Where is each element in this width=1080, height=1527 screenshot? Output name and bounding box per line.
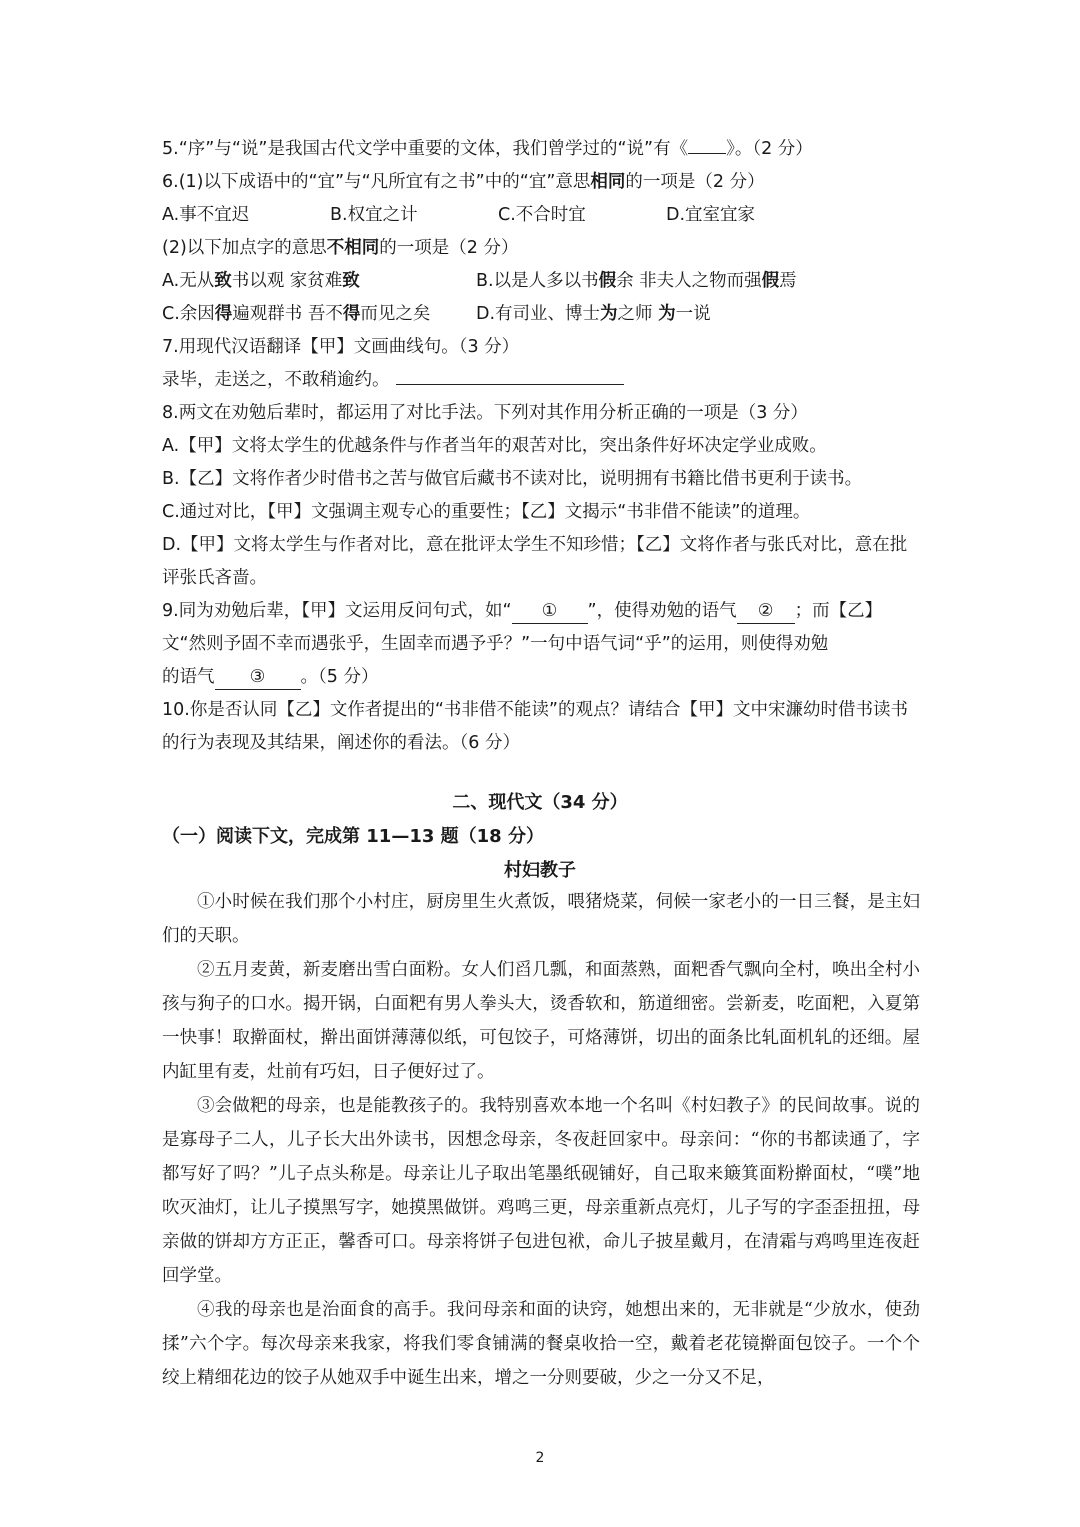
paragraph-1: ①小时候在我们那个小村庄，厨房里生火煮饭，喂猪烧菜，伺候一家老小的一日三餐，是主妇们的天职。 xyxy=(162,892,920,946)
question-9-line-2: 文“然则予固不幸而遇张乎，生固幸而遇予乎？”一句中语气词“乎”的运用，则使得劝勉 xyxy=(162,634,829,654)
option-c[interactable]: C.不合时宜 xyxy=(498,205,586,225)
answer-blank-2[interactable]: ② xyxy=(737,599,795,624)
options-6-2 xyxy=(162,265,920,331)
question-5: 5.“序”与“说”是我国古代文学中重要的文体，我们曾学过的“说”有《 》。（2 分） xyxy=(162,139,813,159)
option-b[interactable]: B.【乙】文将作者少时借书之苦与做官后藏书不读对比，说明拥有书籍比借书更利于读书。 xyxy=(162,469,863,489)
option-b[interactable]: B.以是人多以书假余 非夫人之物而强假焉 xyxy=(476,271,797,291)
option-a[interactable]: A.无从致书以观 家贫难致 xyxy=(162,271,360,291)
option-d[interactable]: D.有司业、博士为之师 为一说 xyxy=(476,304,711,324)
question-7-sentence: 录毕，走送之，不敢稍逾约。 xyxy=(162,364,922,397)
option-a[interactable]: A.【甲】文将太学生的优越条件与作者当年的艰苦对比，突出条件好坏决定学业成败。 xyxy=(162,436,827,456)
option-d[interactable]: D.宜室宜家 xyxy=(666,205,756,225)
question-7: 7.用现代汉语翻译【甲】文画曲线句。（3 分） xyxy=(162,337,520,357)
answer-line[interactable] xyxy=(396,384,624,385)
question-10: 10.你是否认同【乙】文作者提出的“书非借不能读”的观点？请结合【甲】文中宋濂幼时借书读书的行为表现及其结果，阐述你的看法。（6 分） xyxy=(162,700,908,753)
essay-title: 村妇教子 xyxy=(504,860,576,881)
answer-blank[interactable] xyxy=(688,153,726,154)
paragraph-3: ③会做粑的母亲，也是能教孩子的。我特别喜欢本地一个名叫《村妇教子》的民间故事。说的是寡母子二人，儿子长大出外读书，因想念母亲，冬夜赶回家中。母亲问：“你的书都读通了，字都写好了吗？”儿子点头称是。母亲让儿子取出笔墨纸砚铺好，自己取来簸箕面粉擀面杖，“噗”地吹灭油灯，让儿子摸黑写字，她摸黑做饼。鸡鸣三更，母亲重新点亮灯，儿子写的字歪歪扭扭，母亲做的饼却方方正正，馨香可口。母亲将饼子包进包袱，命儿子披星戴月，在清霜与鸡鸣里连夜赶回学堂。 xyxy=(162,1096,920,1286)
option-c[interactable]: C.余因得遍观群书 吾不得而见之矣 xyxy=(162,304,431,324)
option-c[interactable]: C.通过对比，【甲】文强调主观专心的重要性；【乙】文揭示“书非借不能读”的道理。 xyxy=(162,502,811,522)
question-8: 8.两文在劝勉后辈时，都运用了对比手法。下列对其作用分析正确的一项是（3 分） xyxy=(162,403,808,423)
paragraph-4: ④我的母亲也是治面食的高手。我问母亲和面的诀窍，她想出来的，无非就是“少放水，使劲揉”六个字。每次母亲来我家，将我们零食铺满的餐桌收拾一空，戴着老花镜擀面包饺子。一个个绞上精细花边的饺子从她双手中诞生出来，增之一分则要破，少之一分又不足， xyxy=(162,1300,920,1388)
option-a[interactable]: A.事不宜迟 xyxy=(162,205,250,225)
option-d[interactable]: D.【甲】文将太学生与作者对比，意在批评太学生不知珍惜；【乙】文将作者与张氏对比，意在批评张氏吝啬。 xyxy=(162,535,908,588)
answer-blank-3[interactable]: ③ xyxy=(215,665,301,690)
option-b[interactable]: B.权宜之计 xyxy=(330,205,418,225)
section-title: 二、现代文（34 分） xyxy=(452,792,628,813)
question-9: 9.同为劝勉后辈，【甲】文运用反问句式，如“ ① ”，使得劝勉的语气 ② ；而【乙】 xyxy=(162,595,922,628)
paragraph-2: ②五月麦黄，新麦磨出雪白面粉。女人们舀几瓢，和面蒸熟，面粑香气飘向全村，唤出全村小孩与狗子的口水。揭开锅，白面粑有男人拳头大，烫香软和，筋道细密。尝新麦，吃面粑，入夏第一快事！取擀面杖，擀出面饼薄薄似纸，可包饺子，可烙薄饼，切出的面条比轧面机轧的还细。屋内缸里有麦，灶前有巧妇，日子便好过了。 xyxy=(162,960,920,1082)
options-6-1 xyxy=(162,199,920,232)
section-subtitle: （一）阅读下文，完成第 11—13 题（18 分） xyxy=(162,826,544,847)
answer-blank-1[interactable]: ① xyxy=(512,599,588,624)
question-9-line-3: 的语气 ③ 。（5 分） xyxy=(162,661,922,694)
question-6-1: 6.(1)以下成语中的“宜”与“凡所宜有之书”中的“宜”意思相同的一项是（2 分） xyxy=(162,172,765,192)
page-number: 2 xyxy=(535,1450,545,1466)
question-6-2: (2)以下加点字的意思不相同的一项是（2 分） xyxy=(162,238,519,258)
